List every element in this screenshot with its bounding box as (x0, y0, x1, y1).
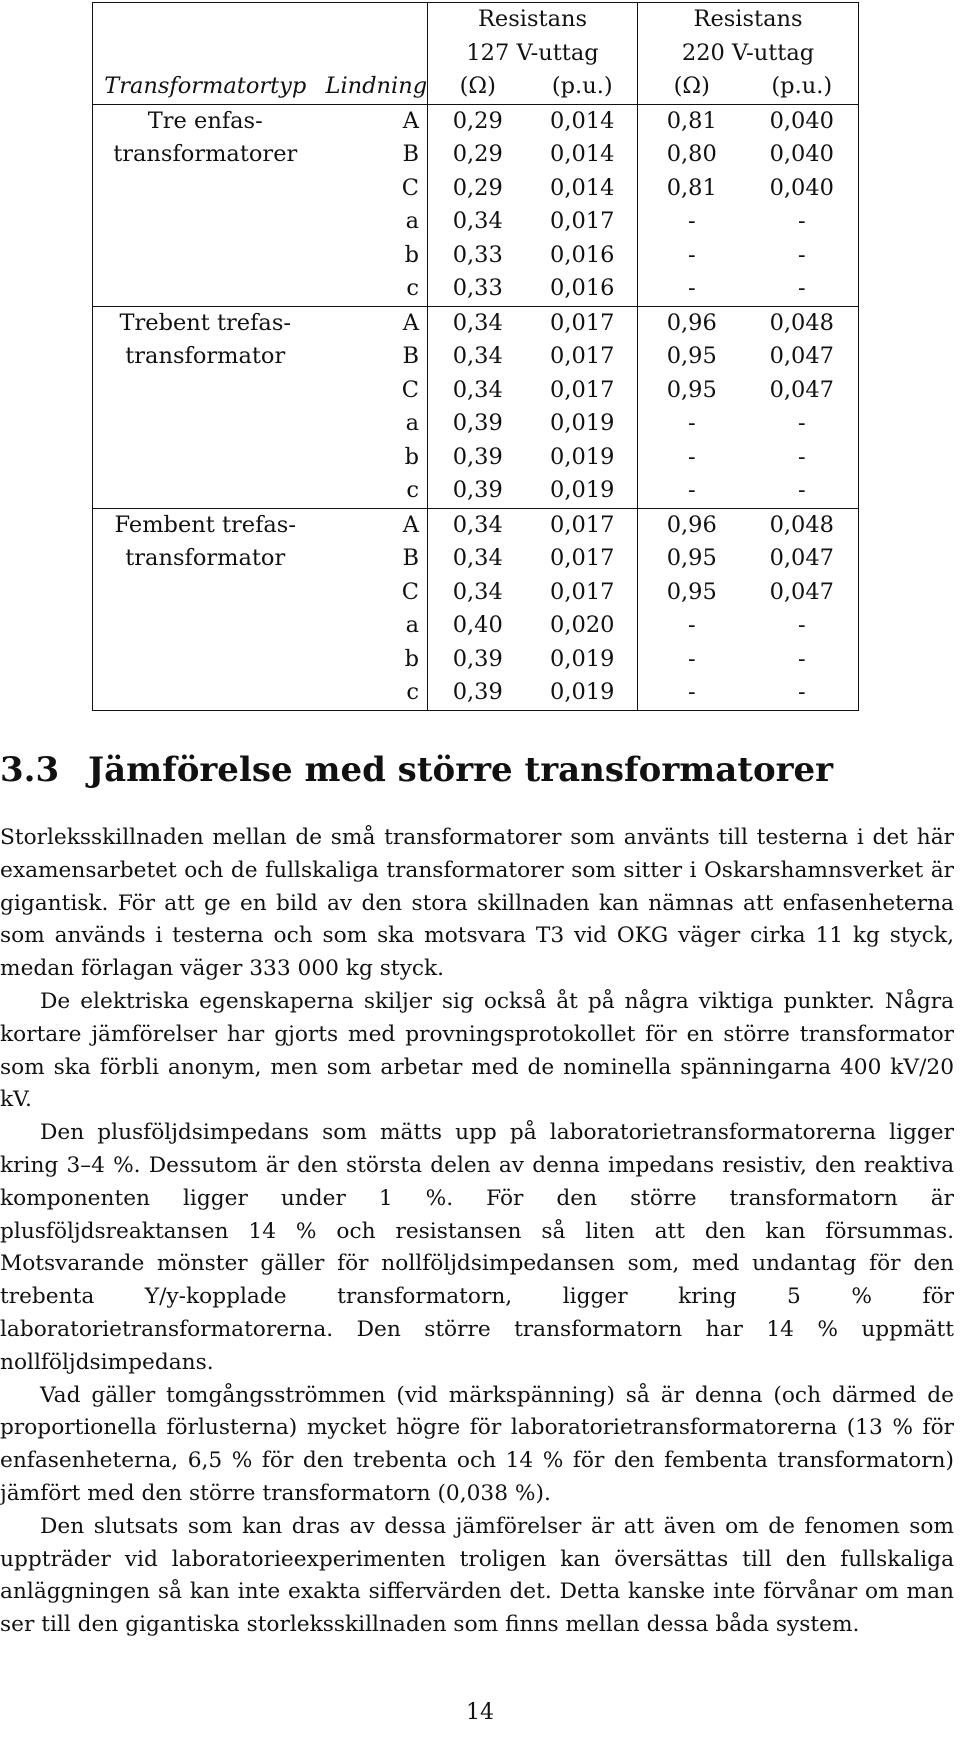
table-row (93, 643, 859, 677)
group-220v-line2: 220 V-uttag (638, 37, 859, 71)
paragraph: Vad gäller tomgångsströmmen (vid märkspänning) så är denna (och därmed de proportionella förlusterna) mycket högre för laboratorietransformatorerna (13 % för enfasenheterna, 6,5 % för den trebenta och 14 % för den fembenta transformatorn) jämfört med den större transformatorn (0,038 %). (0, 1382, 954, 1506)
cell-r220-pu: - (746, 407, 859, 441)
table-row (93, 676, 859, 710)
cell-r127-pu: 0,019 (528, 676, 638, 710)
cell-type-empty (93, 441, 318, 475)
cell-r220-ohm: - (687, 612, 696, 638)
group-127v-line1: Resistans (428, 3, 638, 37)
cell-r127-pu: 0,014 (528, 104, 638, 138)
cell-winding: c (318, 474, 428, 508)
cell-r220-ohm: 0,81 (638, 104, 746, 138)
cell-r220-ohm: 0,95 (666, 376, 717, 403)
table-row (93, 239, 859, 273)
cell-type-empty (93, 239, 318, 273)
cell-r127-ohm: 0,39 (452, 477, 503, 503)
cell-r127-ohm: 0,39 (452, 645, 503, 672)
table-body (93, 3, 859, 711)
cell-r220-ohm: 0,96 (638, 306, 746, 340)
cell-r127-ohm: 0,34 (452, 208, 503, 234)
cell-r220-pu: 0,048 (746, 508, 859, 542)
cell-winding: A (318, 508, 428, 542)
cell-r220-pu: - (746, 676, 859, 710)
cell-winding: C (318, 374, 428, 408)
cell-winding: a (318, 609, 428, 643)
cell-r220-pu: - (746, 272, 859, 306)
cell-r220-ohm: 0,81 (666, 174, 717, 201)
table-header-row-1 (93, 3, 859, 37)
cell-r220-ohm: 0,96 (638, 508, 746, 542)
cell-r127-ohm: 0,29 (428, 104, 528, 138)
cell-r127-ohm: 0,39 (452, 410, 503, 436)
table-row (93, 306, 859, 340)
cell-r220-pu: 0,047 (746, 340, 859, 374)
cell-r127-pu: 0,017 (528, 205, 638, 239)
table-row (93, 374, 859, 408)
cell-r127-pu: 0,017 (528, 374, 638, 408)
cell-r127-pu: 0,019 (528, 441, 638, 475)
cell-r127-ohm: 0,34 (428, 508, 528, 542)
paragraph: De elektriska egenskaperna skiljer sig också åt på några viktiga punkter. Några kortare jämförelser har gjorts med provningsprotokollet för en större transformator som ska förbli anonym, men som arbetar med de nominella spänningarna 400 kV/20 kV. (0, 988, 954, 1113)
table-row (93, 441, 859, 475)
cell-r127-pu: 0,017 (528, 508, 638, 542)
cell-r220-ohm: 0,95 (666, 545, 717, 571)
cell-r220-ohm: - (638, 676, 746, 710)
cell-r127-pu: 0,016 (528, 272, 638, 306)
cell-type-line1: Trebent trefas- (93, 306, 318, 340)
cell-r220-pu: - (746, 609, 859, 643)
group-220v-line1: Resistans (638, 3, 859, 37)
cell-r127-ohm: 0,39 (452, 443, 503, 470)
cell-r127-pu: 0,019 (528, 643, 638, 677)
cell-r127-ohm: 0,39 (428, 676, 528, 710)
cell-r127-ohm: 0,40 (452, 612, 503, 638)
cell-type-empty (93, 205, 318, 239)
cell-type-empty (93, 374, 318, 408)
cell-winding: a (318, 205, 428, 239)
cell-type-line1: Fembent trefas- (93, 508, 318, 542)
table-row (93, 576, 859, 610)
table-row (93, 104, 859, 138)
paragraph: Den plusföljdsimpedans som mätts upp på laboratorietransformatorerna ligger kring 3–4 %. Dessutom är den största delen av denna impedans resistiv, den reaktiva komponenten ligger under 1 %. För den större transformatorn är plusföljdsreaktansen 14 % och resistansen så liten att den kan försummas. Motsvarande mönster gäller för nollföljdsimpedansen som, med undantag för den trebenta Y/y-kopplade transformatorn, ligger kring 5 % för laboratorietransformatorerna. Den större transformatorn har 14 % uppmätt nollföljdsimpedans. (0, 1120, 954, 1375)
cell-r220-pu: 0,047 (746, 576, 859, 610)
col-header-winding: Lindning (318, 70, 428, 104)
cell-r220-ohm: 0,80 (666, 141, 717, 167)
cell-type-line2: transformatorer (93, 138, 318, 172)
cell-r220-pu: 0,047 (746, 374, 859, 408)
cell-r127-pu: 0,017 (528, 306, 638, 340)
cell-r220-ohm: 0,95 (666, 343, 717, 369)
cell-winding: b (318, 441, 428, 475)
cell-type-line2: transformator (93, 542, 318, 576)
cell-r220-ohm: - (687, 241, 696, 268)
cell-r127-ohm: 0,33 (452, 275, 503, 301)
cell-r127-pu: 0,017 (528, 576, 638, 610)
cell-type-empty (93, 272, 318, 306)
cell-r127-ohm: 0,34 (428, 306, 528, 340)
cell-winding: c (318, 272, 428, 306)
cell-r220-pu: - (746, 474, 859, 508)
col-header-ohm-220: (Ω) (673, 73, 710, 99)
cell-r127-pu: 0,014 (528, 172, 638, 206)
table-row (93, 172, 859, 206)
cell-winding: b (318, 643, 428, 677)
cell-r127-ohm: 0,33 (452, 241, 503, 268)
cell-r220-pu: 0,040 (746, 138, 859, 172)
paragraph: Den slutsats som kan dras av dessa jämförelser är att även om de fenomen som uppträder vid laboratorieexperimenten troligen kan översättas till den fullskaliga anläggningen så kan inte exakta siffervärden det. Detta kanske inte förvånar om man ser till den gigantiska storleksskillnaden som finns mellan dessa båda system. (0, 1513, 954, 1638)
cell-r127-ohm: 0,34 (452, 376, 503, 403)
section-title: Jämförelse med större transformatorer (88, 750, 834, 790)
cell-r127-ohm: 0,34 (452, 343, 503, 369)
body-text (0, 822, 954, 1642)
cell-r220-pu: - (746, 643, 859, 677)
cell-winding: a (318, 407, 428, 441)
cell-r220-ohm: 0,95 (666, 578, 717, 605)
col-header-type: Transformatortyp (93, 70, 318, 104)
cell-type-empty (93, 676, 318, 710)
cell-type-line1: Tre enfas- (93, 104, 318, 138)
cell-r220-pu: - (746, 239, 859, 273)
resistance-table-wrapper (92, 2, 858, 708)
cell-type-empty (93, 407, 318, 441)
group-127v-line2: 127 V-uttag (428, 37, 638, 71)
table-row (93, 609, 859, 643)
cell-r127-pu: 0,019 (528, 407, 638, 441)
table-row (93, 508, 859, 542)
cell-r220-pu: 0,048 (746, 306, 859, 340)
cell-type-empty (93, 576, 318, 610)
cell-r127-ohm: 0,34 (452, 545, 503, 571)
cell-winding: b (318, 239, 428, 273)
cell-winding: C (318, 172, 428, 206)
cell-r127-ohm: 0,29 (452, 174, 503, 201)
page-number: 14 (466, 1700, 494, 1725)
cell-r127-pu: 0,019 (528, 474, 638, 508)
cell-r127-pu: 0,016 (528, 239, 638, 273)
cell-r220-pu: - (746, 441, 859, 475)
cell-winding: c (318, 676, 428, 710)
cell-winding: A (318, 104, 428, 138)
cell-r127-pu: 0,014 (528, 138, 638, 172)
cell-type-empty (93, 643, 318, 677)
cell-r220-ohm: - (687, 208, 696, 234)
table-row (93, 542, 859, 576)
cell-r220-ohm: - (687, 410, 696, 436)
cell-winding: A (318, 306, 428, 340)
cell-winding: B (318, 542, 428, 576)
cell-r220-ohm: - (687, 645, 696, 672)
cell-r220-pu: 0,040 (746, 172, 859, 206)
table-row (93, 138, 859, 172)
col-header-pu-127: (p.u.) (528, 70, 638, 104)
paragraph: Storleksskillnaden mellan de små transformatorer som använts till testerna i det här examensarbetet och de fullskaliga transformatorer som sitter i Oskarshamnsverket är gigantisk. För att ge en bild av den stora skillnaden kan nämnas att enfasenheterna som används i testerna och som ska motsvara T3 vid OKG väger cirka 11 kg styck, medan förlagan väger 333 000 kg styck. (0, 825, 954, 982)
table-row (93, 407, 859, 441)
cell-type-empty (93, 172, 318, 206)
cell-r220-ohm: - (687, 477, 696, 503)
table-row (93, 340, 859, 374)
cell-r127-pu: 0,017 (528, 340, 638, 374)
cell-winding: C (318, 576, 428, 610)
cell-r127-pu: 0,017 (528, 542, 638, 576)
table-row (93, 474, 859, 508)
table-row (93, 205, 859, 239)
cell-r220-pu: 0,040 (746, 104, 859, 138)
col-header-ohm-127: (Ω) (459, 73, 496, 99)
cell-winding: B (318, 138, 428, 172)
resistance-table (92, 2, 859, 711)
cell-r220-pu: 0,047 (746, 542, 859, 576)
cell-type-empty (93, 609, 318, 643)
cell-winding: B (318, 340, 428, 374)
col-header-pu-220: (p.u.) (746, 70, 859, 104)
table-header-row-2 (93, 37, 859, 71)
cell-r220-ohm: - (687, 443, 696, 470)
cell-r127-ohm: 0,34 (452, 578, 503, 605)
cell-r220-pu: - (746, 205, 859, 239)
cell-r220-ohm: - (687, 275, 696, 301)
section-heading (0, 750, 960, 790)
cell-r127-pu: 0,020 (528, 609, 638, 643)
section-number: 3.3 (0, 750, 60, 790)
table-header-row-3 (93, 70, 859, 104)
cell-type-empty (93, 474, 318, 508)
table-row (93, 272, 859, 306)
cell-type-line2: transformator (93, 340, 318, 374)
cell-r127-ohm: 0,29 (452, 141, 503, 167)
